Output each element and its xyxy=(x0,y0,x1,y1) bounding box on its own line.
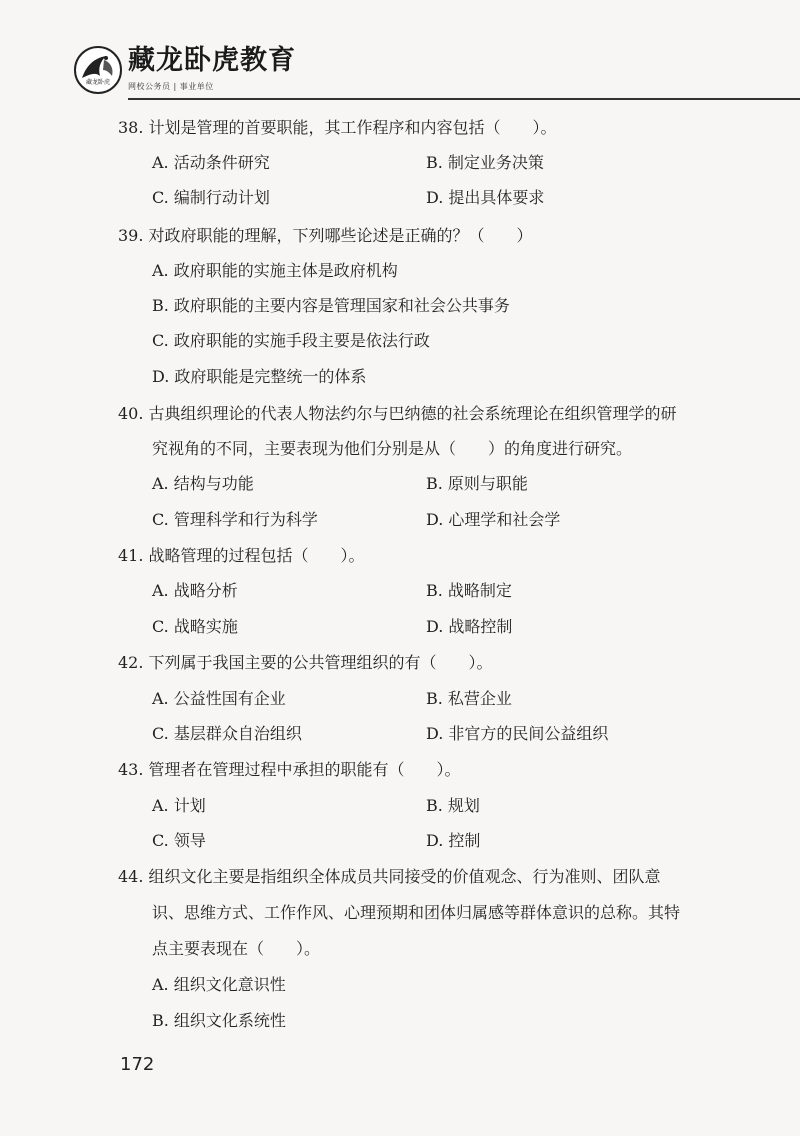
page-number: 172 xyxy=(120,1054,155,1075)
question-text-continued: 究视角的不同，主要表现为他们分别是从（ ）的角度进行研究。 xyxy=(152,439,633,458)
question-number: 43. xyxy=(118,760,144,779)
question-text: 战略管理的过程包括（ ）。 xyxy=(148,546,365,565)
option-d: D. 心理学和社会学 xyxy=(426,510,561,529)
brand-subtitle: 网校公务员 | 事业单位 xyxy=(128,82,214,91)
option-a: A. 公益性国有企业 xyxy=(152,689,286,708)
option-b: B. 政府职能的主要内容是管理国家和社会公共事务 xyxy=(152,296,510,315)
option-c: C. 编制行动计划 xyxy=(152,188,270,207)
question-text: 计划是管理的首要职能，其工作程序和内容包括（ ）。 xyxy=(148,118,557,137)
option-a: A. 战略分析 xyxy=(152,581,238,600)
option-b: B. 规划 xyxy=(426,796,480,815)
option-c: C. 领导 xyxy=(152,831,206,850)
option-a: A. 活动条件研究 xyxy=(152,153,270,172)
question-39 xyxy=(118,225,533,247)
option-c: C. 管理科学和行为科学 xyxy=(152,510,318,529)
option-d: D. 政府职能是完整统一的体系 xyxy=(152,367,367,386)
option-b: B. 原则与职能 xyxy=(426,474,528,493)
option-b: B. 组织文化系统性 xyxy=(152,1011,286,1030)
option-a: A. 组织文化意识性 xyxy=(152,975,286,994)
question-text: 管理者在管理过程中承担的职能有（ ）。 xyxy=(148,760,461,779)
option-c: C. 基层群众自治组织 xyxy=(152,724,302,743)
option-d: D. 非官方的民间公益组织 xyxy=(426,724,609,743)
option-c: C. 政府职能的实施手段主要是依法行政 xyxy=(152,331,430,350)
question-42 xyxy=(118,652,493,674)
question-38 xyxy=(118,117,557,139)
question-number: 38. xyxy=(118,118,144,137)
question-number: 40. xyxy=(118,404,144,423)
question-number: 44. xyxy=(118,867,144,886)
question-text-continued: 识、思维方式、工作作风、心理预期和团体归属感等群体意识的总称。其特 xyxy=(152,903,681,922)
option-b: B. 制定业务决策 xyxy=(426,153,544,172)
option-a: A. 政府职能的实施主体是政府机构 xyxy=(152,261,398,280)
brand-title: 藏龙卧虎教育 xyxy=(128,45,296,76)
question-text: 对政府职能的理解，下列哪些论述是正确的？（ ） xyxy=(148,226,533,245)
logo-text: 藏龙卧虎 xyxy=(85,79,110,86)
question-text: 下列属于我国主要的公共管理组织的有（ ）。 xyxy=(148,653,493,672)
option-c: C. 战略实施 xyxy=(152,617,238,636)
option-b: B. 战略制定 xyxy=(426,581,512,600)
option-a: A. 计划 xyxy=(152,796,206,815)
option-d: D. 战略控制 xyxy=(426,617,513,636)
question-text: 古典组织理论的代表人物法约尔与巴纳德的社会系统理论在组织管理学的研 xyxy=(148,404,677,423)
option-b: B. 私营企业 xyxy=(426,689,512,708)
question-43 xyxy=(118,759,461,781)
option-d: D. 控制 xyxy=(426,831,481,850)
question-44 xyxy=(118,866,661,888)
question-40 xyxy=(118,403,677,425)
question-number: 41. xyxy=(118,546,144,565)
option-d: D. 提出具体要求 xyxy=(426,188,545,207)
question-text-continued: 点主要表现在（ ）。 xyxy=(152,939,321,958)
option-a: A. 结构与功能 xyxy=(152,474,254,493)
question-number: 39. xyxy=(118,226,144,245)
question-number: 42. xyxy=(118,653,144,672)
question-41 xyxy=(118,545,365,567)
question-text: 组织文化主要是指组织全体成员共同接受的价值观念、行为准则、团队意 xyxy=(148,867,661,886)
